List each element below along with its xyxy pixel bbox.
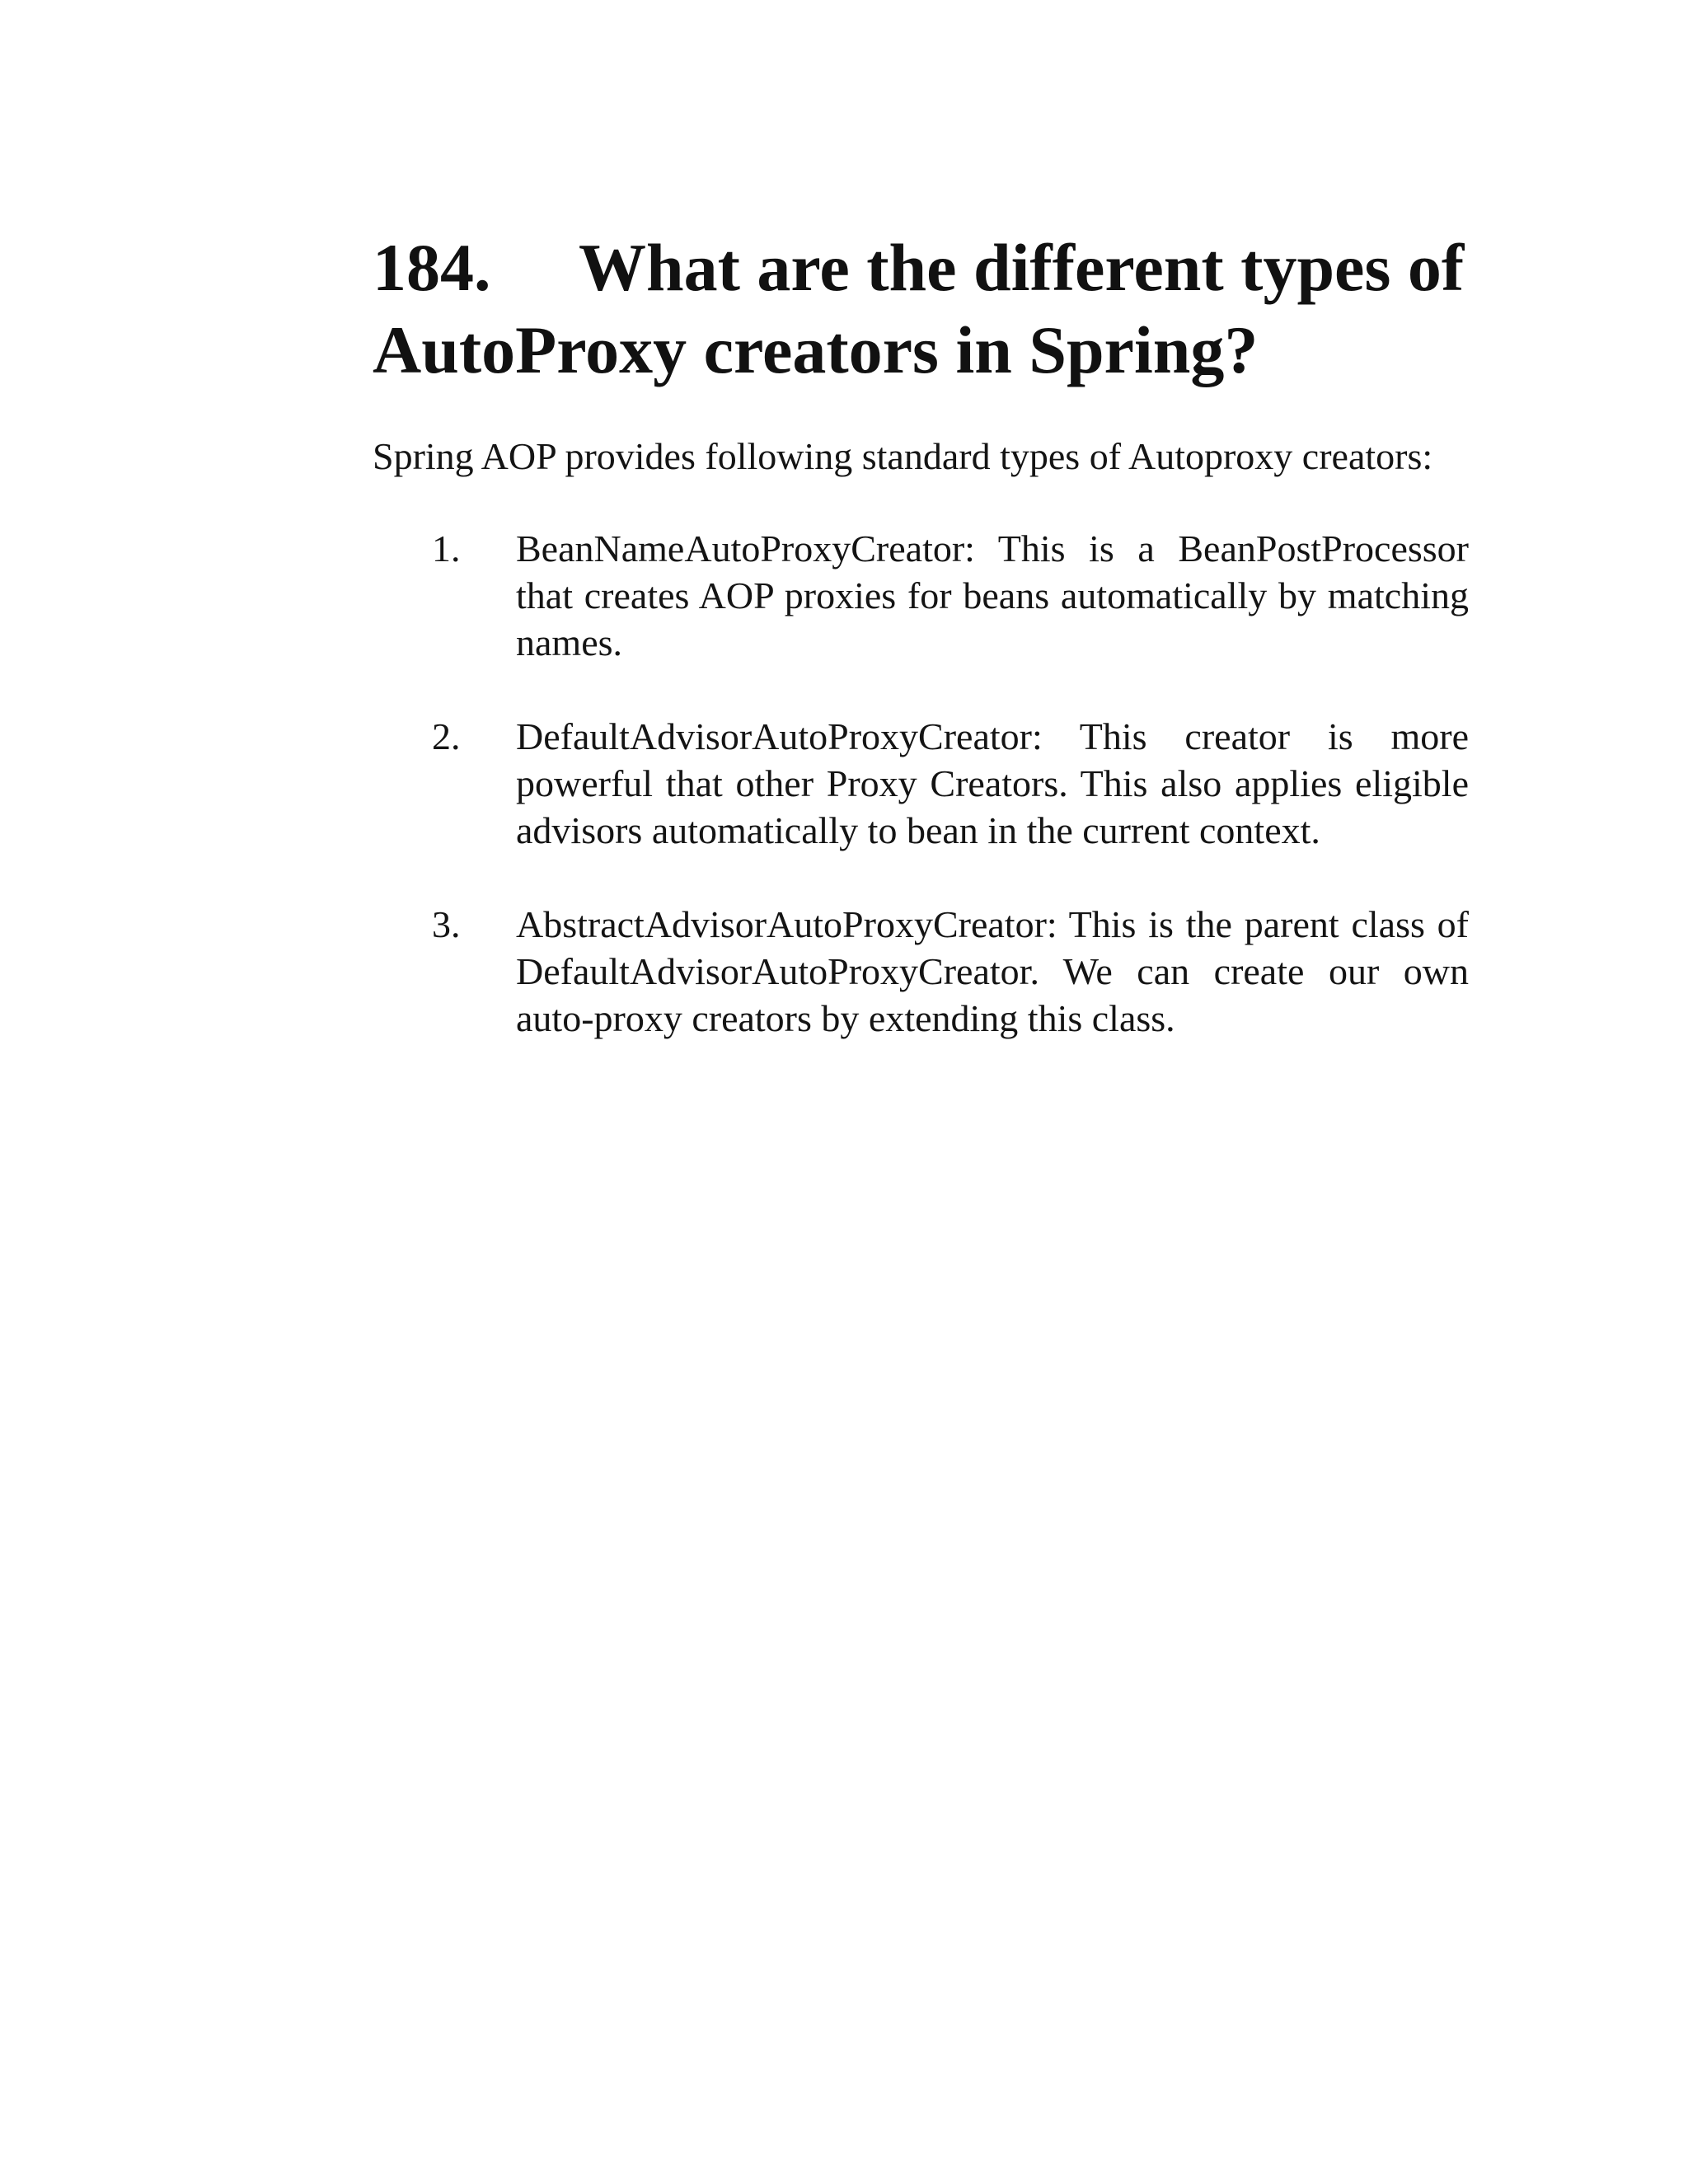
list-item	[373, 713, 1469, 854]
question-number: 184.	[373, 230, 491, 305]
list-item-text: AbstractAdvisorAutoProxyCreator: This is the parent class of DefaultAdvisorAutoProxyCreator. We can create our own auto-proxy creators by extending this class.	[516, 903, 1469, 1039]
list-item-number: 3.	[432, 903, 461, 945]
list-item	[373, 901, 1469, 1042]
intro-paragraph: Spring AOP provides following standard types of Autoproxy creators:	[373, 435, 1433, 477]
list-item-number: 2.	[432, 715, 461, 757]
list-item	[373, 525, 1469, 666]
page-content	[373, 227, 1469, 1089]
list-item-text: DefaultAdvisorAutoProxyCreator: This creator is more powerful that other Proxy Creators. This also applies eligible advisors automatically to bean in the current context.	[516, 715, 1469, 851]
list-item-number: 1.	[432, 527, 461, 569]
heading-line-2: AutoProxy creators in Spring?	[373, 312, 1259, 387]
heading-line-1: What are the different types of	[579, 230, 1465, 305]
list-item-text: BeanNameAutoProxyCreator: This is a BeanPostProcessor that creates AOP proxies for beans automatically by matching names.	[516, 527, 1469, 663]
creator-list	[373, 525, 1469, 1042]
question-heading	[373, 227, 1469, 391]
